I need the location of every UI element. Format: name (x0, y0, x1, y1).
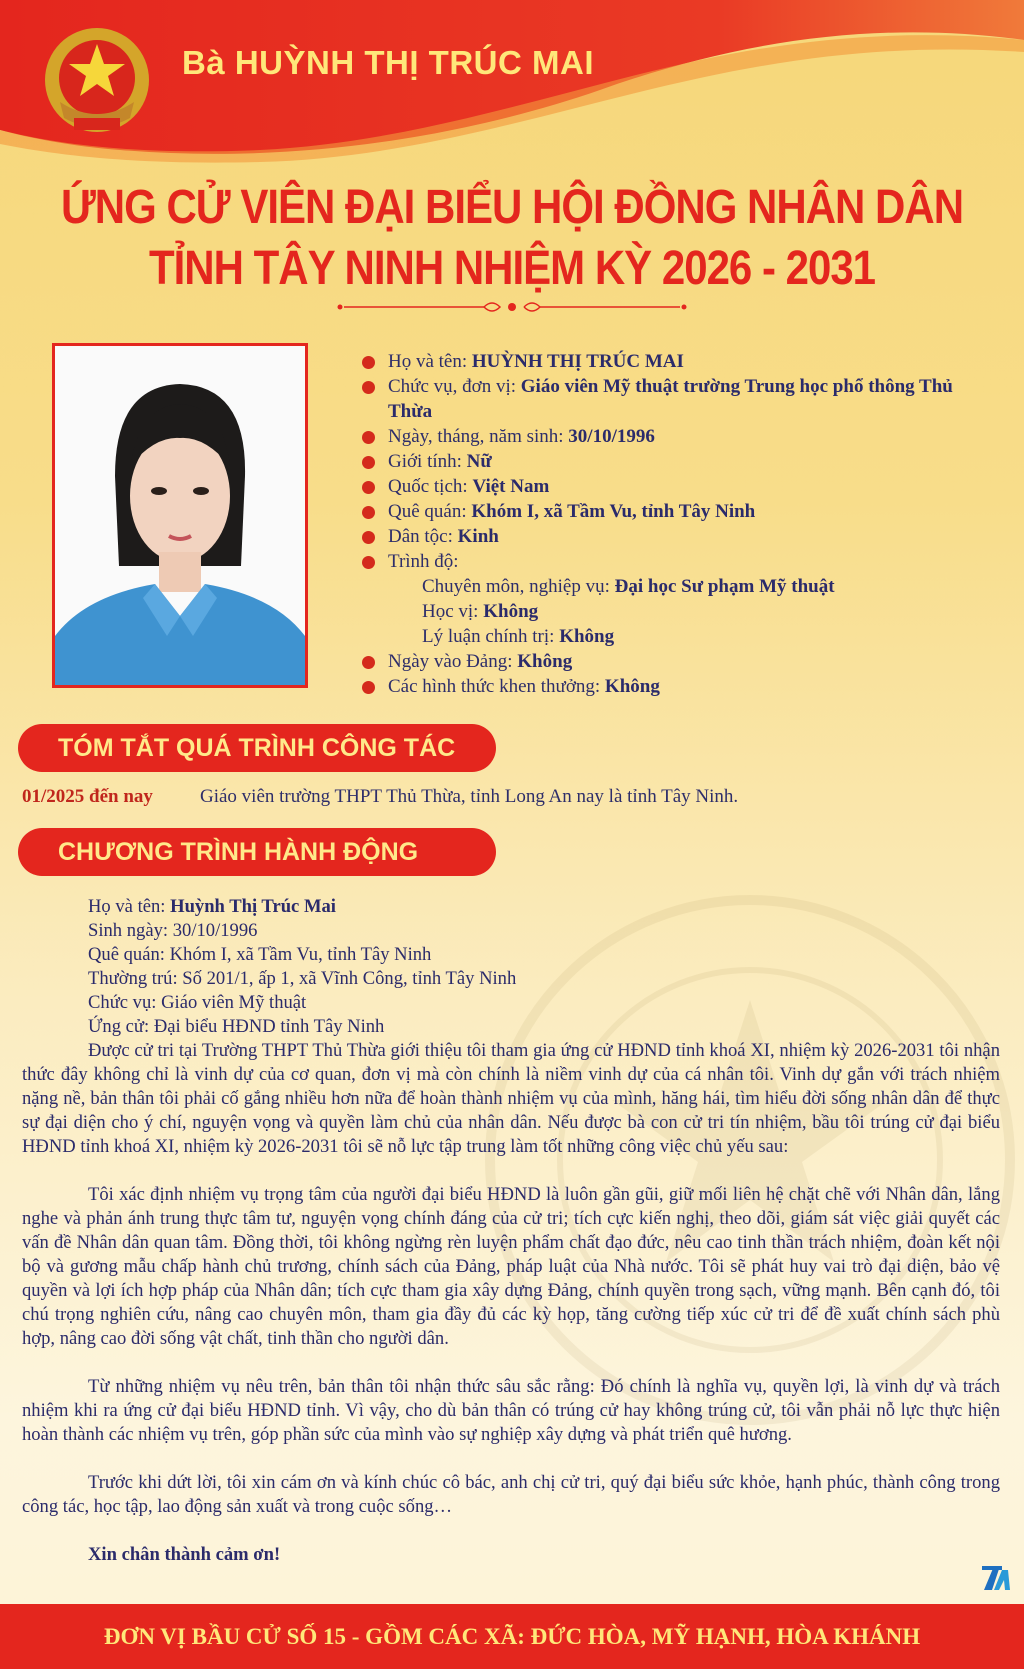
profile-row (360, 349, 980, 374)
field-label: Quê quán: (388, 501, 472, 522)
profile-info (360, 349, 980, 699)
ornament-divider-icon (334, 298, 690, 316)
program-paragraph: Từ những nhiệm vụ nêu trên, bản thân tôi nhận thức sâu sắc rằng: Đó chính là nghĩa vụ, quyền lợi, là vinh dự và trách nhiệm khi ra ứng cử đại biểu HĐND tỉnh. Vì vậy, cho dù bản thân có trúng cử hay không trúng cử, tôi vẫn phải nỗ lực thực hiện hoàn thành các nhiệm vụ trên, góp phần sức của mình vào sự nghiệp xây dựng và phát triển quê hương. (22, 1376, 1000, 1445)
action-program-body (22, 895, 1000, 1567)
footer-banner: ĐƠN VỊ BẦU CỬ SỐ 15 - GỒM CÁC XÃ: ĐỨC HÒA, MỸ HẠNH, HÒA KHÁNH (0, 1604, 1024, 1669)
field-label: Trình độ: (388, 551, 459, 572)
field-value: Không (483, 601, 539, 622)
bullet-icon (362, 481, 375, 494)
id-label: Quê quán: (88, 944, 170, 965)
id-line (22, 991, 1000, 1015)
program-paragraph: Tôi xác định nhiệm vụ trọng tâm của người đại biểu HĐND là luôn gần gũi, giữ mối liên hệ chặt chẽ với Nhân dân, lắng nghe và phản ánh trung thực tâm tư, nguyện vọng chính đáng của cử tri; tích cực kiến nghị, theo dõi, giám sát việc giải quyết các vấn đề Nhân dân quan tâm. Đồng thời, tôi không ngừng rèn luyện phẩm chất đạo đức, nêu cao tinh thần trách nhiệm, đoàn kết nội bộ và gương mẫu chấp hành chủ trương, chính sách của Đảng, pháp luật của Nhà nước. Tôi sẽ phát huy vai trò đại diện, bảo vệ quyền và lợi ích hợp pháp của Nhân dân; tích cực tham gia xây dựng Đảng, chính quyền trong sạch, vững mạnh. Bên cạnh đó, tôi chú trọng nghiên cứu, nâng cao chuyên môn, tham gia đầy đủ các kỳ họp, tăng cường tiếp xúc cử tri để đề xuất chính sách phù hợp, nâng cao đời sống vật chất, tinh thần cho người dân. (22, 1184, 1000, 1349)
profile-row (360, 374, 980, 424)
field-label: Các hình thức khen thưởng: (388, 676, 605, 697)
field-label: Chức vụ, đơn vị: (388, 376, 521, 397)
profile-row (360, 524, 980, 549)
headline-line2: TỈNH TÂY NINH NHIỆM KỲ 2026 - 2031 (148, 240, 876, 295)
work-history-banner: TÓM TẮT QUÁ TRÌNH CÔNG TÁC (18, 724, 496, 772)
profile-row (360, 474, 980, 499)
work-description: Giáo viên trường THPT Thủ Thừa, tỉnh Long An nay là tỉnh Tây Ninh. (200, 786, 739, 807)
id-value: 30/10/1996 (172, 920, 258, 941)
candidate-name-title: Bà HUỲNH THỊ TRÚC MAI (182, 44, 594, 81)
portrait-photo (52, 343, 308, 688)
id-value: Khóm I, xã Tầm Vu, tỉnh Tây Ninh (169, 944, 432, 965)
id-line (22, 895, 1000, 919)
id-value: Huỳnh Thị Trúc Mai (170, 896, 336, 917)
id-label: Ứng cử: (88, 1016, 154, 1037)
field-label: Quốc tịch: (388, 476, 473, 497)
bullet-icon (362, 506, 375, 519)
field-label: Ngày, tháng, năm sinh: (388, 426, 569, 447)
field-label: Chuyên môn, nghiệp vụ: (422, 576, 615, 597)
field-label: Dân tộc: (388, 526, 458, 547)
field-label: Giới tính: (388, 451, 467, 472)
profile-row (360, 549, 980, 574)
id-value: Số 201/1, ấp 1, xã Vĩnh Công, tỉnh Tây Ninh (182, 968, 517, 989)
bullet-icon (362, 456, 375, 469)
bullet-icon (362, 531, 375, 544)
field-value: Khóm I, xã Tầm Vu, tỉnh Tây Ninh (471, 501, 756, 522)
field-value: Không (604, 676, 660, 697)
id-line (22, 1015, 1000, 1039)
id-label: Thường trú: (88, 968, 183, 989)
field-value: Không (517, 651, 573, 672)
program-paragraph: Được cử tri tại Trường THPT Thủ Thừa giới thiệu tôi tham gia ứng cử HĐND tỉnh khoá XI, nhiệm kỳ 2026-2031 tôi nhận thức đây không chỉ là vinh dự của cơ quan, đơn vị mà còn chính là niềm vinh dự của cá nhân tôi. Vinh dự gắn với trách nhiệm nặng nề, bản thân tôi phải cố gắng nhiều hơn nữa để hoàn thành nhiệm vụ của mình, hăng hái, tìm hiểu đời sống nhân dân để thực sự đại diện cho ý chí, nguyện vọng và quyền làm chủ của nhân dân. Nếu được bà con cử tri tín nhiệm, bầu tôi trúng cử đại biểu HĐND tỉnh khoá XI, nhiệm kỳ 2026-2031 tôi sẽ nỗ lực tập trung làm tốt những công việc chủ yếu sau: (22, 1040, 1000, 1157)
profile-row (360, 649, 980, 674)
education-row (360, 624, 980, 649)
work-history-entry (22, 786, 738, 808)
field-label: Họ và tên: (388, 351, 472, 372)
id-label: Sinh ngày: (88, 920, 173, 941)
bullet-icon (362, 656, 375, 669)
work-period: 01/2025 đến nay (22, 786, 153, 807)
id-line (22, 967, 1000, 991)
id-value: Đại biểu HĐND tỉnh Tây Ninh (153, 1016, 385, 1037)
bullet-icon (362, 431, 375, 444)
field-value: Nữ (466, 451, 492, 472)
field-value: 30/10/1996 (568, 426, 655, 447)
id-label: Họ và tên: (88, 896, 171, 917)
program-paragraph: Trước khi dứt lời, tôi xin cám ơn và kính chúc cô bác, anh chị cử tri, quý đại biểu sức khỏe, hạnh phúc, thành công trong công tác, học tập, lao động sản xuất và trong cuộc sống… (22, 1472, 1000, 1517)
field-value: HUỲNH THỊ TRÚC MAI (471, 351, 684, 372)
bullet-icon (362, 381, 375, 394)
field-value: Đại học Sư phạm Mỹ thuật (614, 576, 835, 597)
profile-row (360, 449, 980, 474)
education-row (360, 574, 980, 599)
closing-text: Xin chân thành cảm ơn! (88, 1544, 281, 1565)
headline-line1: ỨNG CỬ VIÊN ĐẠI BIỂU HỘI ĐỒNG NHÂN DÂN (60, 179, 964, 234)
field-value: Kinh (457, 526, 499, 547)
id-value: Giáo viên Mỹ thuật (161, 992, 307, 1013)
tn-logo-icon (980, 1560, 1016, 1596)
id-line (22, 919, 1000, 943)
bullet-icon (362, 556, 375, 569)
id-label: Chức vụ: (88, 992, 162, 1013)
action-program-banner: CHƯƠNG TRÌNH HÀNH ĐỘNG (18, 828, 496, 876)
profile-row (360, 424, 980, 449)
field-value: Giáo viên Mỹ thuật trường Trung học phổ thông Thủ Thừa (388, 376, 953, 422)
national-emblem-icon (38, 22, 156, 146)
education-row (360, 599, 980, 624)
field-label: Ngày vào Đảng: (388, 651, 518, 672)
field-value: Không (559, 626, 615, 647)
field-label: Lý luận chính trị: (422, 626, 560, 647)
bullet-icon (362, 356, 375, 369)
bullet-icon (362, 681, 375, 694)
profile-row (360, 674, 980, 699)
id-line (22, 943, 1000, 967)
field-label: Học vị: (422, 601, 484, 622)
profile-row (360, 499, 980, 524)
field-value: Việt Nam (472, 476, 550, 497)
